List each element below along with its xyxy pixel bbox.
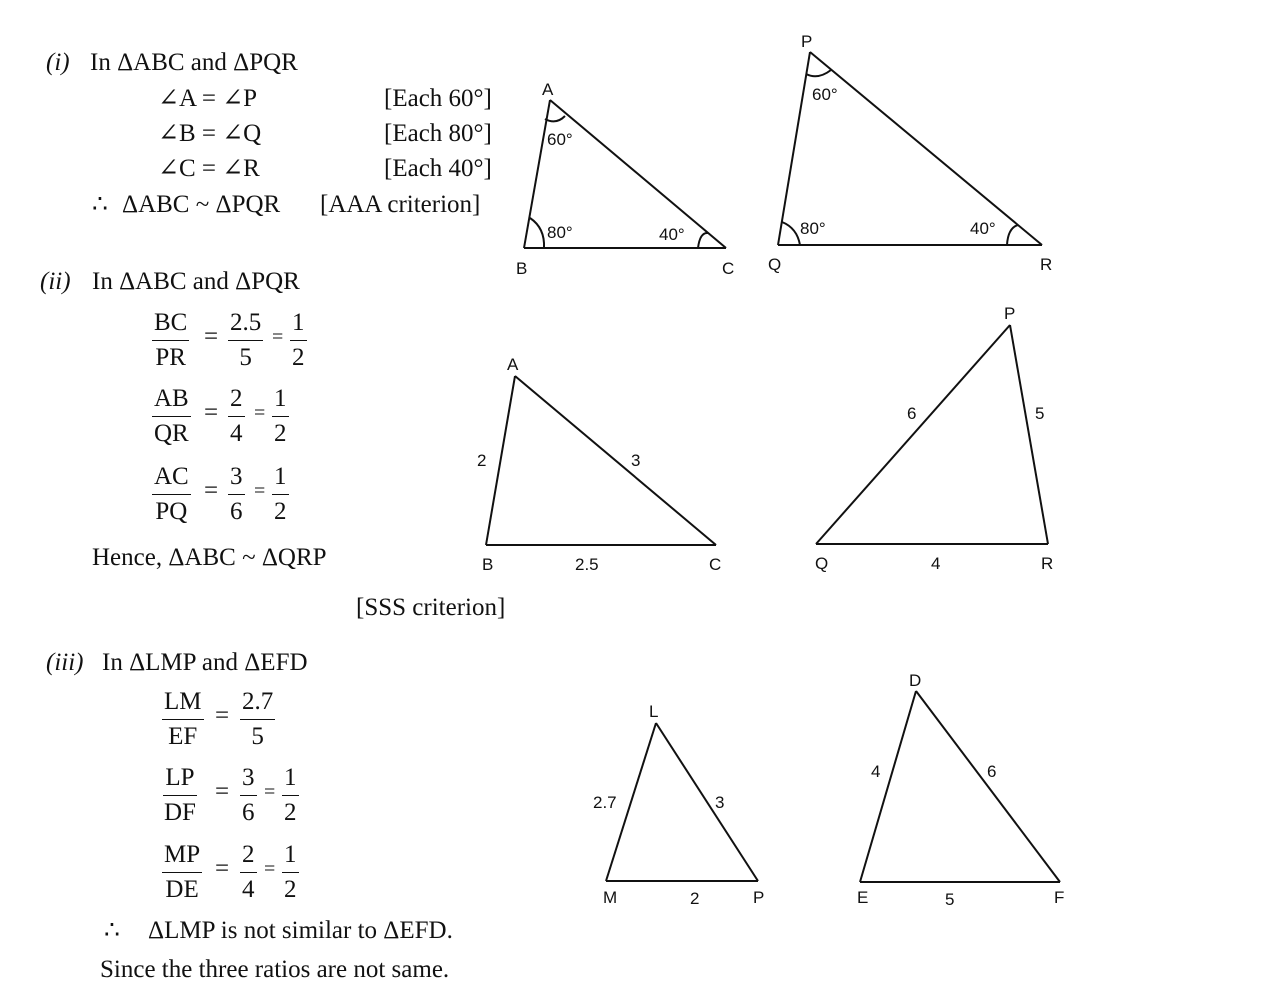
part2-label: (ii): [40, 268, 71, 295]
denominator: DE: [165, 876, 199, 903]
numerator: LM: [162, 688, 204, 720]
side-pq: [778, 52, 810, 245]
equals-sign: =: [215, 778, 230, 805]
part1-statement-c: ∠C = ∠R: [158, 155, 260, 182]
part2-conclusion-reason: [SSS criterion]: [356, 594, 506, 621]
triangle-abc-angles: [516, 80, 734, 278]
side-label-ac: 3: [631, 451, 641, 470]
side-ab: [486, 376, 515, 545]
denominator: PQ: [155, 498, 188, 525]
side-label-de: 4: [871, 762, 881, 781]
numerator: MP: [162, 841, 202, 873]
side-ac: [515, 376, 716, 545]
triangle-pqr-sides: [815, 304, 1053, 573]
side-label-pq: 6: [907, 404, 917, 423]
vertex-q: Q: [768, 255, 782, 274]
vertex-c: C: [722, 259, 735, 278]
equals-sign: =: [254, 402, 266, 424]
side-pq: [816, 325, 1010, 544]
angle-label-b: 80°: [547, 223, 573, 242]
therefore-symbol: ∴: [92, 191, 108, 218]
denominator: 4: [230, 420, 243, 447]
part1-conclusion-reason: [AAA criterion]: [320, 191, 481, 218]
vertex-q: Q: [815, 554, 829, 573]
part3-note: Since the three ratios are not same.: [100, 956, 450, 983]
numerator: 2.5: [228, 309, 263, 341]
part1-intro: In ΔABC and ΔPQR: [90, 49, 298, 76]
denominator: 2: [284, 799, 297, 826]
triangle-abc-sides: [477, 355, 721, 574]
equals-sign: =: [264, 858, 276, 880]
denominator: DF: [164, 799, 196, 826]
denominator: PR: [155, 344, 186, 371]
side-label-lp: 3: [715, 793, 725, 812]
equals-sign: =: [204, 323, 219, 350]
angle-arc-r: [1007, 225, 1018, 245]
angle-arc-c: [698, 233, 708, 248]
part2-conclusion: Hence, ΔABC ~ ΔQRP: [92, 544, 327, 571]
denominator: QR: [154, 420, 189, 447]
side-label-pr: 5: [1035, 404, 1045, 423]
equals-sign: =: [254, 480, 266, 502]
side-label-lm: 2.7: [593, 793, 617, 812]
part1-conclusion: ΔABC ~ ΔPQR: [122, 191, 281, 218]
triangle-lmp: [593, 702, 764, 908]
vertex-p: P: [1004, 304, 1016, 323]
numerator: 1: [272, 463, 289, 495]
part1-reason-c: [Each 40°]: [384, 155, 492, 182]
numerator: BC: [152, 309, 189, 341]
angle-label-r: 40°: [970, 219, 996, 238]
vertex-b: B: [482, 555, 494, 574]
equals-sign: =: [264, 781, 276, 803]
vertex-a: A: [507, 355, 519, 374]
side-pr: [810, 52, 1042, 245]
numerator: AB: [152, 385, 191, 417]
angle-arc-p: [806, 70, 831, 76]
part2-intro: In ΔABC and ΔPQR: [92, 268, 300, 295]
numerator: 2.7: [240, 688, 275, 720]
numerator: 3: [240, 764, 257, 796]
side-label-bc: 2.5: [575, 555, 599, 574]
vertex-l: L: [649, 702, 659, 721]
part1-statement-b: ∠B = ∠Q: [158, 120, 262, 147]
numerator: 1: [290, 309, 307, 341]
part1-label: (i): [46, 49, 70, 76]
denominator: 4: [242, 876, 255, 903]
denominator: 2: [274, 420, 287, 447]
side-label-ef: 5: [945, 890, 955, 909]
numerator: 2: [228, 385, 245, 417]
angle-arc-b: [530, 218, 544, 248]
vertex-e: E: [857, 888, 869, 907]
denominator: 5: [251, 723, 264, 750]
numerator: 1: [282, 841, 299, 873]
side-label-mp: 2: [690, 889, 700, 908]
angle-label-p: 60°: [812, 85, 838, 104]
vertex-d: D: [909, 671, 922, 690]
equals-sign: =: [215, 702, 230, 729]
numerator: AC: [152, 463, 191, 495]
side-lp: [656, 723, 758, 881]
denominator: 5: [239, 344, 252, 371]
vertex-p: P: [801, 32, 813, 51]
vertex-r: R: [1040, 255, 1053, 274]
denominator: 2: [284, 876, 297, 903]
side-ac: [550, 100, 726, 248]
vertex-p: P: [753, 888, 765, 907]
numerator: 1: [272, 385, 289, 417]
equals-sign: =: [204, 477, 219, 504]
triangle-pqr-angles: [768, 32, 1052, 274]
side-de: [860, 691, 916, 882]
vertex-f: F: [1054, 888, 1065, 907]
angle-label-c: 40°: [659, 225, 685, 244]
side-pr: [1010, 325, 1048, 544]
side-label-df: 6: [987, 762, 997, 781]
triangle-efd: [857, 671, 1064, 909]
denominator: 2: [292, 344, 305, 371]
numerator: 1: [282, 764, 299, 796]
vertex-b: B: [516, 259, 528, 278]
part3-label: (iii): [46, 649, 84, 676]
side-label-qr: 4: [931, 554, 941, 573]
part3-conclusion: ΔLMP is not similar to ΔEFD.: [148, 917, 453, 944]
part1-statement-a: ∠A = ∠P: [158, 85, 258, 112]
angle-arc-q: [782, 222, 800, 245]
equals-sign: =: [272, 326, 284, 348]
vertex-c: C: [709, 555, 722, 574]
vertex-r: R: [1041, 554, 1054, 573]
therefore-symbol: ∴: [104, 917, 120, 944]
angle-label-a: 60°: [547, 130, 573, 149]
side-label-ab: 2: [477, 451, 487, 470]
part1-reason-a: [Each 60°]: [384, 85, 492, 112]
equals-sign: =: [204, 399, 219, 426]
denominator: 6: [242, 799, 255, 826]
equals-sign: =: [215, 855, 230, 882]
denominator: 2: [274, 498, 287, 525]
part3-intro: In ΔLMP and ΔEFD: [102, 649, 308, 676]
angle-label-q: 80°: [800, 219, 826, 238]
vertex-m: M: [603, 888, 618, 907]
numerator: LP: [163, 764, 196, 796]
vertex-a: A: [542, 80, 554, 99]
numerator: 3: [228, 463, 245, 495]
denominator: 6: [230, 498, 243, 525]
denominator: EF: [168, 723, 198, 750]
part1-reason-b: [Each 80°]: [384, 120, 492, 147]
numerator: 2: [240, 841, 257, 873]
side-df: [916, 691, 1060, 882]
